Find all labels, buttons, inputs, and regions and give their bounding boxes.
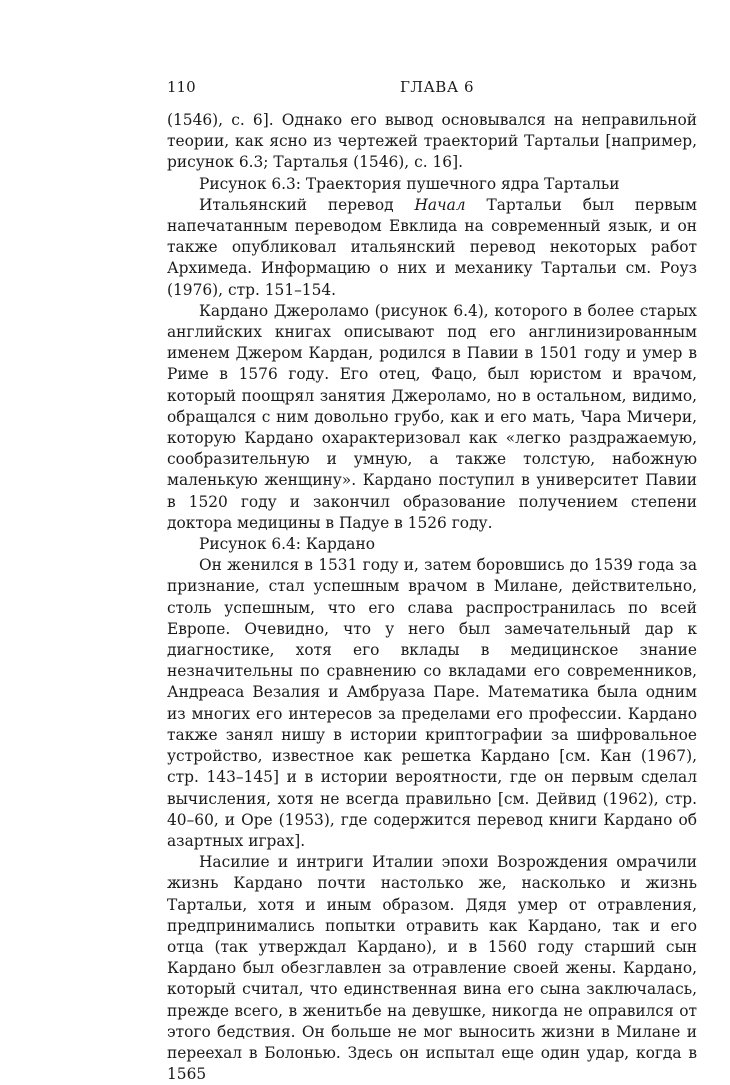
paragraph-cardano-biography: Кардано Джероламо (рисунок 6.4), которого в более старых английских книгах описывают под его англинизированным именем Джером Кардан, родился в Павии в 1501 году и умер в Риме в 1576 году. Его отец, Фацо, был юристом и врачом, который поощрял занятия Джероламо, но в остальном, видимо, обращался с ним довольно грубо, как и его мать, Чара Мичери, которую Кардано охарактеризовал как «легко раздражаемую, сообразительную и умную, а также толстую, набожную маленькую женщину». Кардано поступил в университет Павии в 1520 году и закончил образование получением степени доктора медицины в Падуе в 1526 году. <box>167 301 697 532</box>
book-page <box>167 70 697 1085</box>
paragraph-continuation: (1546), с. 6]. Однако его вывод основывался на неправильной теории, как ясно из чертежей траекторий Тартальи [например, рисунок 6.3; Тарталья (1546), с. 16]. <box>167 111 697 172</box>
figure-caption-6-4: Рисунок 6.4: Кардано <box>199 535 375 554</box>
paragraph-text-part: Итальянский перевод <box>199 195 415 214</box>
paragraph-tartaglia-translation <box>167 195 697 301</box>
figure-caption-6-3: Рисунок 6.3: Траектория пушечного ядра Тартальи <box>199 174 620 193</box>
page-header <box>167 70 697 98</box>
italic-book-title: Начал <box>414 195 466 214</box>
chapter-running-head: ГЛАВА 6 <box>400 78 475 96</box>
paragraph-text-part: Тартальи был первым напечатанным переводом Евклида на современный язык, и он также опубликовал итальянский перевод некоторых работ Архимеда. Информацию о них и механику Тартальи см. Роуз (1976), стр. 151–154. <box>167 195 697 299</box>
paragraph-cardano-career: Он женился в 1531 году и, затем боровшись до 1539 года за признание, стал успешным врачом в Милане, действительно, столь успешным, что его слава распространилась по всей Европе. Очевидно, что у него был замечательный дар к диагностике, хотя его вклады в медицинское знание незначительны по сравнению со вкладами его современников, Андреаса Везалия и Амбруаза Паре. Математика была одним из многих его интересов за пределами его профессии. Кардано также занял нишу в истории криптографии за шифровальное устройство, известное как решетка Кардано [см. Кан (1967), стр. 143–145] и в истории вероятности, где он первым сделал вычисления, хотя не всегда правильно [см. Дейвид (1962), стр. 40–60, и Оре (1953), где содержится перевод книги Кардано об азартных играх]. <box>167 556 697 850</box>
paragraph-cardano-misfortunes: Насилие и интриги Италии эпохи Возрождения омрачили жизнь Кардано почти настолько же, насколько и жизнь Тартальи, хотя и иным образом. Дядя умер от отравления, предпринимались попытки отравить как Кардано, так и его отца (так утверждал Кардано), и в 1560 году старший сын Кардано был обезглавлен за отравление своей жены. Кардано, который считал, что единственная вина его сына заключалась, прежде всего, в женитьбе на девушке, никогда не оправился от этого бедствия. Он больше не мог выносить жизни в Милане и переехал в Болонью. Здесь он испытал еще один удар, когда в 1565 <box>167 853 697 1084</box>
body-text <box>167 110 697 1085</box>
page-number: 110 <box>167 78 196 96</box>
